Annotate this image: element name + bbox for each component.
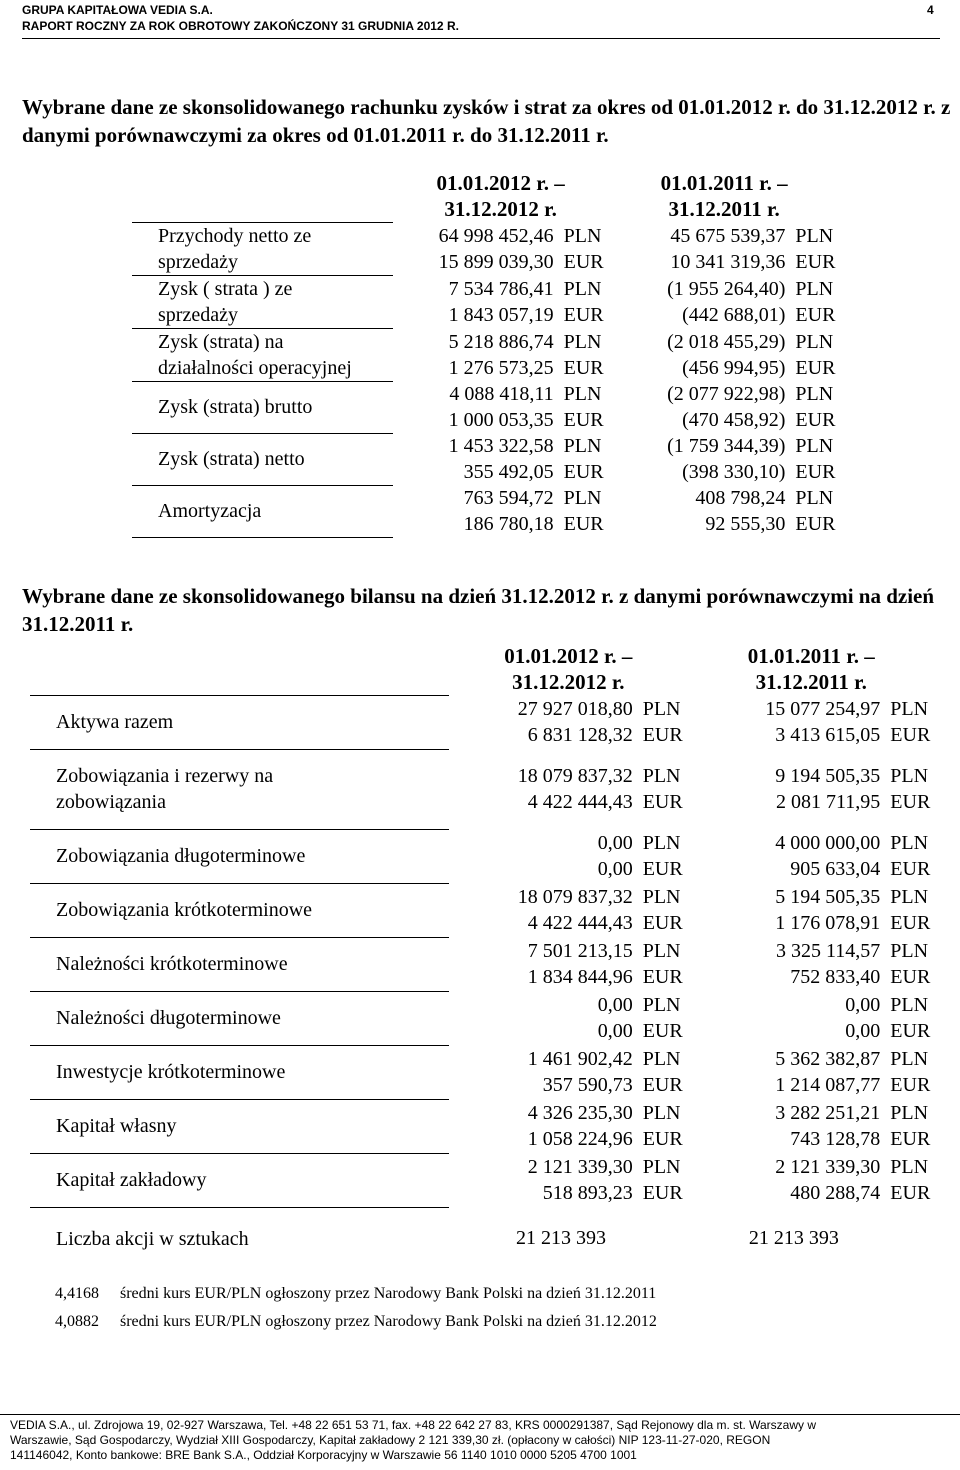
- currency-2012: PLN EUR: [563, 330, 604, 379]
- currency-2012: PLN EUR: [642, 994, 683, 1042]
- value-2011: (2 077 922,98) (470 458,92): [667, 383, 786, 431]
- income-statement-table: [132, 170, 840, 538]
- value-2011: 0,00 0,00: [845, 994, 881, 1042]
- table-row: [30, 883, 935, 937]
- currency-2012: PLN EUR: [563, 487, 604, 535]
- currency-2012: PLN EUR: [563, 383, 604, 431]
- period-2012-header: 01.01.2012 r. – 31.12.2012 r.: [504, 644, 633, 694]
- currency-2011: PLN EUR: [890, 940, 931, 988]
- value-2012: 0,00 0,00: [597, 994, 633, 1042]
- balance-sheet-table: [30, 643, 935, 1270]
- table-row: [30, 1099, 935, 1153]
- currency-2012: PLN EUR: [642, 1048, 683, 1096]
- value-2011: 5 194 505,35 1 176 078,91: [775, 886, 881, 934]
- value-2011: 408 798,24 92 555,30: [695, 487, 786, 535]
- row-label: Przychody netto ze sprzedaży: [132, 222, 393, 275]
- value-2012: 18 079 837,32 4 422 444,43: [517, 765, 633, 813]
- value-2011: (2 018 455,29) (456 994,95): [667, 330, 786, 379]
- header-divider: [22, 38, 940, 39]
- footer-divider: [0, 1414, 960, 1415]
- currency-2011: PLN EUR: [795, 487, 836, 535]
- value-2011: 15 077 254,97 3 413 615,05: [765, 698, 881, 746]
- value-2011: 2 121 339,30 480 288,74: [775, 1156, 881, 1204]
- table-row: [30, 1153, 935, 1207]
- value-2011: 4 000 000,00 905 633,04: [775, 832, 881, 880]
- currency-2012: PLN EUR: [642, 1156, 683, 1204]
- value-2012: 1 453 322,58 355 492,05: [448, 435, 554, 483]
- currency-2011: PLN EUR: [795, 224, 836, 273]
- value-2012: 1 461 902,42 357 590,73: [527, 1048, 633, 1096]
- period-2011-header: 01.01.2011 r. – 31.12.2011 r.: [660, 171, 788, 221]
- currency-2012: PLN EUR: [563, 435, 604, 483]
- row-label: Zysk (strata) na działalności operacyjnej: [132, 328, 393, 381]
- table-row: [30, 695, 935, 749]
- row-label: Zobowiązania długoterminowe: [30, 829, 449, 883]
- value-2012: 4 088 418,11 1 000 053,35: [448, 383, 554, 431]
- value-2012: 2 121 339,30 518 893,23: [527, 1156, 633, 1204]
- currency-2012: PLN EUR: [563, 224, 604, 273]
- currency-2011: PLN EUR: [890, 698, 931, 746]
- value-2011: 9 194 505,35 2 081 711,95: [775, 765, 881, 813]
- period-2011-header: 01.01.2011 r. – 31.12.2011 r.: [747, 644, 875, 694]
- currency-2011: PLN EUR: [890, 1156, 931, 1204]
- currency-2012: PLN EUR: [642, 886, 683, 934]
- value-2012: 18 079 837,32 4 422 444,43: [517, 886, 633, 934]
- table-row: [30, 749, 935, 829]
- currency-2011: PLN EUR: [890, 1102, 931, 1150]
- value-2012: 7 501 213,15 1 834 844,96: [527, 940, 633, 988]
- table-row: [30, 991, 935, 1045]
- value-2011: 45 675 539,37 10 341 319,36: [670, 224, 786, 273]
- value-2011: 3 282 251,21 743 128,78: [775, 1102, 881, 1150]
- row-label: Należności krótkoterminowe: [30, 937, 449, 991]
- table-row: [132, 328, 840, 381]
- currency-2012: PLN EUR: [642, 940, 683, 988]
- currency-2011: PLN EUR: [795, 277, 836, 326]
- value-2012: 7 534 786,41 1 843 057,19: [448, 277, 554, 326]
- value-2011: (1 759 344,39) (398 330,10): [667, 435, 786, 483]
- income-statement-title: Wybrane dane ze skonsolidowanego rachunku zysków i strat za okres od 01.01.2012 r. do 31.12.2012 r. z danymi porównawczymi za okres od 01.01.2011 r. do 31.12.2011 r.: [22, 95, 951, 147]
- currency-2011: PLN EUR: [795, 330, 836, 379]
- currency-2011: PLN EUR: [890, 832, 931, 880]
- row-label: Zysk (strata) netto: [132, 433, 393, 485]
- value-2011: (1 955 264,40) (442 688,01): [667, 277, 786, 326]
- row-label: Kapitał własny: [30, 1099, 449, 1153]
- header-report-title: RAPORT ROCZNY ZA ROK OBROTOWY ZAKOŃCZONY 31 GRUDNIA 2012 R.: [22, 19, 459, 33]
- page-footer: VEDIA S.A., ul. Zdrojowa 19, 02-927 Warszawa, Tel. +48 22 651 53 71, fax. +48 22 642 27 83, KRS 0000291387, Sąd Rejonowy dla m. st. Warszawy w Warszawie, Sąd Gospodarczy, Wydział XIII Gospodarczy, Kapitał zakładowy 2 121 339,30 zł. (opłacony w całości) NIP 123-11-27-020, REGON 141146042, Konto bankowe: BRE Bank S.A., Oddział Korporacyjny w Warszawie 56 1140 1010 0000 5205 4700 1001: [10, 1418, 817, 1462]
- value-2012: 5 218 886,74 1 276 573,25: [448, 330, 554, 379]
- row-label: Zysk ( strata ) ze sprzedaży: [132, 275, 393, 328]
- currency-2011: PLN EUR: [890, 765, 931, 813]
- value-2011: 5 362 382,87 1 214 087,77: [775, 1048, 881, 1096]
- table-row: [132, 381, 840, 433]
- table-row: [30, 937, 935, 991]
- currency-2011: PLN EUR: [890, 886, 931, 934]
- note-2012: 4,0882 średni kurs EUR/PLN ogłoszony przez Narodowy Bank Polski na dzień 31.12.2012: [55, 1313, 657, 1330]
- currency-2012: PLN EUR: [642, 698, 683, 746]
- page-header: [22, 2, 934, 34]
- shares-row: [30, 1207, 935, 1270]
- table-row: [132, 275, 840, 328]
- row-label: Aktywa razem: [30, 695, 449, 749]
- row-label: Inwestycje krótkoterminowe: [30, 1045, 449, 1099]
- currency-2011: PLN EUR: [795, 383, 836, 431]
- currency-2011: PLN EUR: [795, 435, 836, 483]
- shares-2011: 21 213 393: [748, 1227, 839, 1250]
- currency-2012: PLN EUR: [642, 1102, 683, 1150]
- row-label: Zobowiązania krótkoterminowe: [30, 883, 449, 937]
- value-2012: 64 998 452,46 15 899 039,30: [438, 224, 554, 273]
- table-row: [132, 433, 840, 485]
- row-label: Amortyzacja: [132, 485, 393, 537]
- currency-2011: PLN EUR: [890, 994, 931, 1042]
- note-2011: 4,4168 średni kurs EUR/PLN ogłoszony przez Narodowy Bank Polski na dzień 31.12.2011: [55, 1285, 657, 1302]
- currency-2011: PLN EUR: [890, 1048, 931, 1096]
- row-label: Zysk (strata) brutto: [132, 381, 393, 433]
- table-header-row: [132, 170, 840, 222]
- value-2012: 0,00 0,00: [597, 832, 633, 880]
- period-2012-header: 01.01.2012 r. – 31.12.2012 r.: [436, 171, 565, 221]
- page-number: 4: [927, 3, 934, 17]
- value-2012: 763 594,72 186 780,18: [463, 487, 554, 535]
- exchange-rate-notes: [55, 1280, 657, 1336]
- currency-2012: PLN EUR: [642, 832, 683, 880]
- currency-2012: PLN EUR: [563, 277, 604, 326]
- table-row: [132, 222, 840, 275]
- value-2012: 4 326 235,30 1 058 224,96: [527, 1102, 633, 1150]
- table-header-row: [30, 643, 935, 695]
- table-row: [30, 829, 935, 883]
- value-2011: 3 325 114,57 752 833,40: [776, 940, 881, 988]
- shares-2012: 21 213 393: [515, 1227, 606, 1250]
- balance-sheet-title: Wybrane dane ze skonsolidowanego bilansu na dzień 31.12.2012 r. z danymi porównawczymi na dzień 31.12.2011 r.: [22, 584, 935, 636]
- row-label: Należności długoterminowe: [30, 991, 449, 1045]
- table-row: [132, 485, 840, 537]
- row-label: Zobowiązania i rezerwy na zobowiązania: [30, 749, 449, 829]
- row-label: Kapitał zakładowy: [30, 1153, 449, 1207]
- table-row: [30, 1045, 935, 1099]
- header-company: GRUPA KAPITAŁOWA VEDIA S.A.: [22, 3, 213, 17]
- value-2012: 27 927 018,80 6 831 128,32: [517, 698, 633, 746]
- currency-2012: PLN EUR: [642, 765, 683, 813]
- shares-label: Liczba akcji w sztukach: [30, 1207, 449, 1270]
